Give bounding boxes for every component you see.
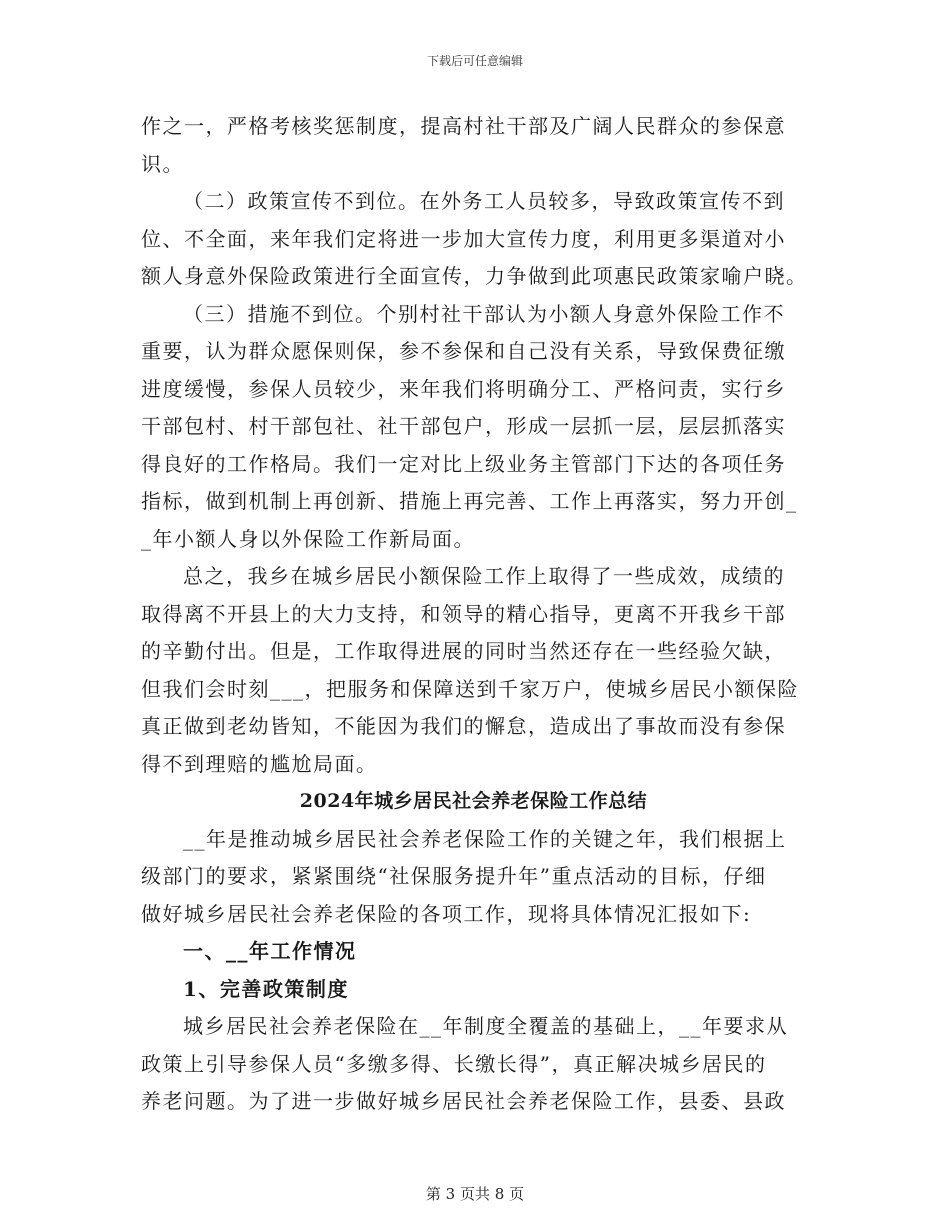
text-line: （三）措施不到位。个别村社干部认为小额人身意外保险工作不 <box>183 301 785 326</box>
text-line: 得良好的工作格局。我们一定对比上级业务主管部门下达的各项任务 <box>141 451 786 476</box>
text-line: 真正做到老幼皆知，不能因为我们的懈怠，造成出了事故而没有参保 <box>141 714 786 738</box>
text-line: 做好城乡居民社会养老保险的各项工作，现将具体情况汇报如下: <box>141 901 752 926</box>
section-heading: 一、__年工作情况 <box>183 939 357 963</box>
text-line: （二）政策宣传不到位。在外务工人员较多，导致政策宣传不到 <box>183 189 785 213</box>
text-line: _年小额人身以外保险工作新局面。 <box>141 526 475 551</box>
document-body <box>141 108 806 1121</box>
text-line: __年是推动城乡居民社会养老保险工作的关键之年，我们根据上 <box>183 826 787 851</box>
text-line: 重要，认为群众愿保则保，参不参保和自己没有关系，导致保费征缴 <box>141 339 786 363</box>
page-footer: 第 3 页共 8 页 <box>425 1185 525 1203</box>
text-line: 政策上引导参保人员“多缴多得、长缴长得”，真正解决城乡居民的 <box>141 1051 767 1076</box>
text-line: 得不到理赔的尴尬局面。 <box>141 751 378 776</box>
text-line: 取得离不开县上的大力支持，和领导的精心指导，更离不开我乡干部 <box>141 601 786 626</box>
text-line: 但我们会时刻___，把服务和保障送到千家万户，使城乡居民小额保险 <box>141 676 799 701</box>
text-line: 的辛勤付出。但是，工作取得进展的同时当然还存在一些经验欠缺， <box>141 639 786 663</box>
section-title: 2024年城乡居民社会养老保险工作总结 <box>299 790 648 812</box>
text-line: 养老问题。为了进一步做好城乡居民社会养老保险工作，县委、县政 <box>141 1089 786 1113</box>
text-line: 作之一，严格考核奖惩制度，提高村社干部及广阔人民群众的参保意 <box>141 114 786 138</box>
text-line: 进度缓慢，参保人员较少，来年我们将明确分工、严格问责，实行乡 <box>141 376 786 401</box>
section-heading: 1、完善政策制度 <box>183 976 349 1001</box>
text-line: 额人身意外保险政策进行全面宣传，力争做到此项惠民政策家喻户晓。 <box>141 264 808 288</box>
page-header: 下载后可任意编辑 <box>426 54 523 68</box>
text-line: 识。 <box>141 151 184 176</box>
text-line: 级部门的要求，紧紧围绕“社保服务提升年”重点活动的目标，仔细 <box>141 864 767 888</box>
text-line: 干部包村、村干部包社、社干部包户，形成一层抓一层，层层抓落实 <box>141 414 786 438</box>
text-line: 指标，做到机制上再创新、措施上再完善、工作上再落实，努力开创_ <box>141 489 798 513</box>
text-line: 位、不全面，来年我们定将进一步加大宣传力度，利用更多渠道对小 <box>141 226 786 251</box>
text-line: 总之，我乡在城乡居民小额保险工作上取得了一些成效，成绩的 <box>183 564 785 588</box>
text-line: 城乡居民社会养老保险在__年制度全覆盖的基础上，__年要求从 <box>183 1014 788 1038</box>
